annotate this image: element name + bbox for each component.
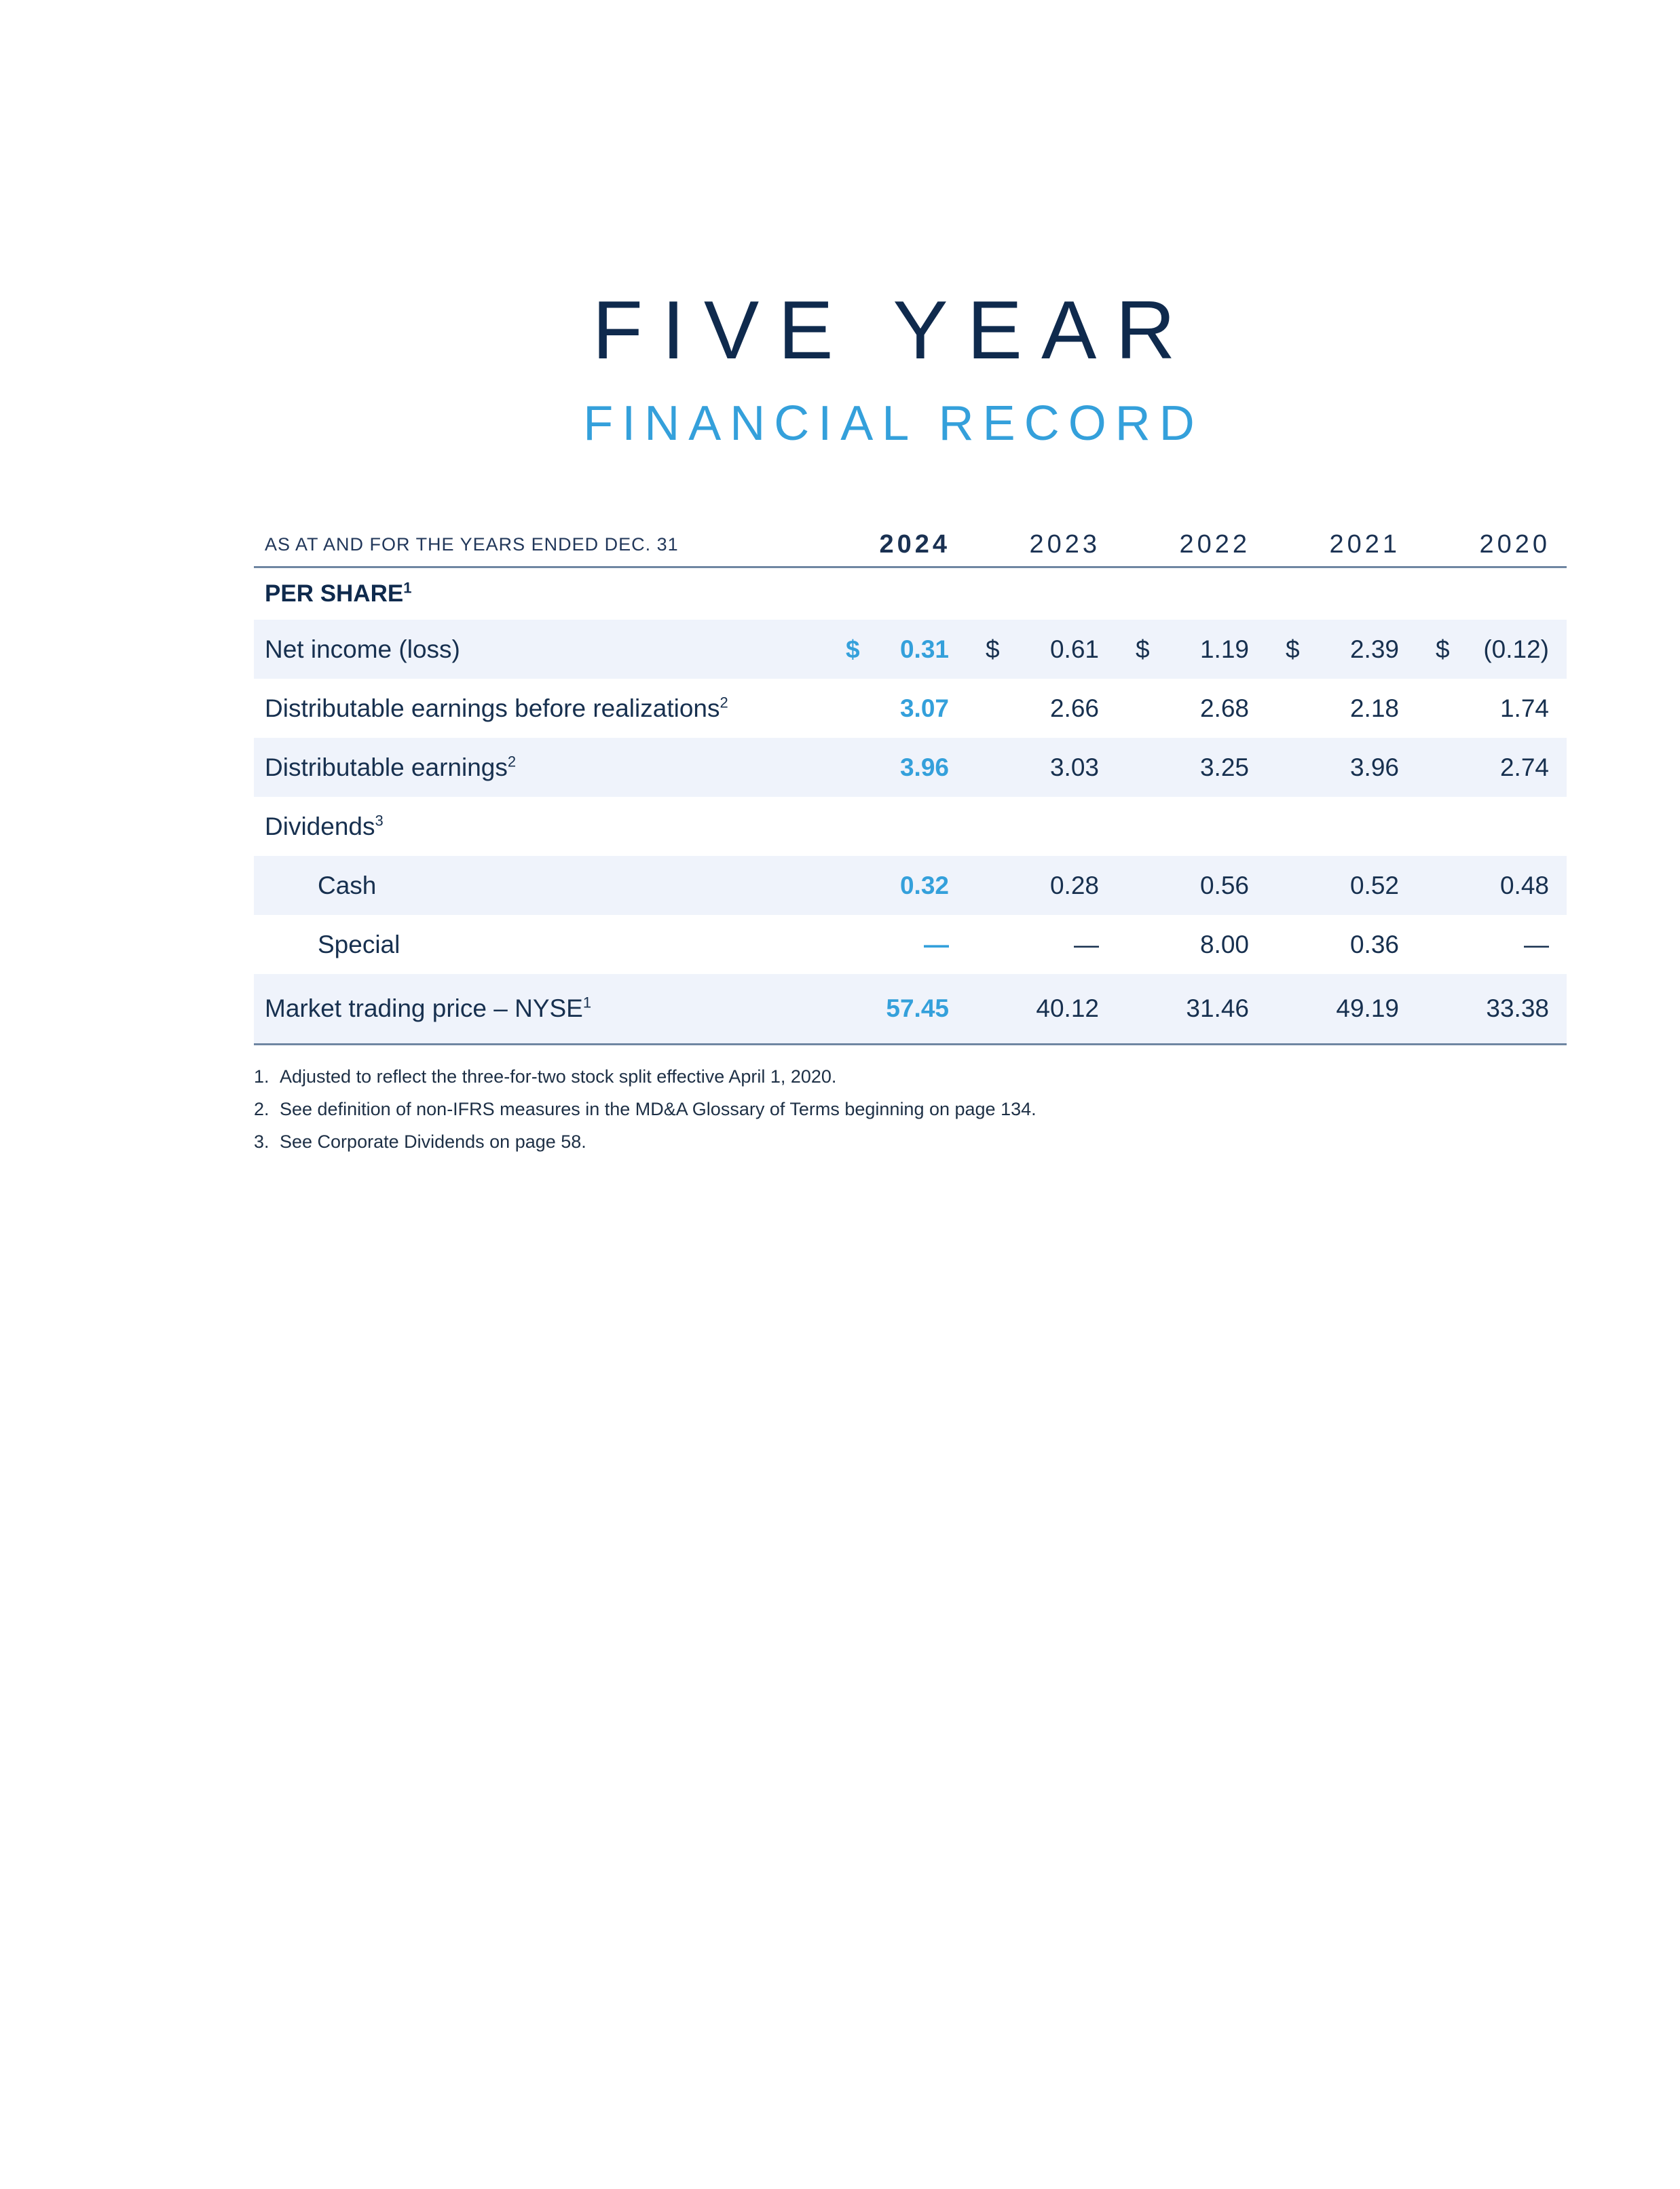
row-label bbox=[254, 738, 827, 797]
financial-record-table bbox=[254, 523, 1550, 1045]
year-header-2020: 2020 bbox=[1417, 523, 1567, 567]
value-2024: 3.07 bbox=[899, 694, 949, 722]
table-row-special bbox=[254, 915, 1567, 974]
footnote-text: Adjusted to reflect the three-for-two stock split effective April 1, 2020. bbox=[280, 1066, 837, 1087]
table-row-cash bbox=[254, 856, 1567, 915]
value-2023 bbox=[967, 620, 1117, 679]
currency-symbol: $ bbox=[1286, 635, 1300, 663]
value-2021: 3.96 bbox=[1267, 738, 1417, 797]
row-label-text: Distributable earnings bbox=[265, 753, 508, 781]
section-label-text: PER SHARE bbox=[265, 580, 404, 607]
value-2021: 0.52 bbox=[1267, 856, 1417, 915]
table-row-market-trading-price bbox=[254, 974, 1567, 1045]
value-2021: 0.36 bbox=[1349, 930, 1399, 958]
value-text: 0.31 bbox=[899, 635, 949, 663]
table-row-net-income bbox=[254, 620, 1567, 679]
section-row-per-share bbox=[254, 567, 1567, 620]
footnote-number: 3. bbox=[254, 1131, 269, 1152]
value-2022 bbox=[1117, 620, 1267, 679]
table-row-dividends bbox=[254, 797, 1567, 856]
value-2024: 3.96 bbox=[827, 738, 967, 797]
value-2020: — bbox=[1524, 930, 1549, 958]
footnote-ref: 3 bbox=[375, 812, 384, 829]
footnote-text: See Corporate Dividends on page 58. bbox=[280, 1131, 586, 1152]
value-2021 bbox=[1267, 620, 1417, 679]
value-2022: 8.00 bbox=[1199, 930, 1249, 958]
currency-symbol: $ bbox=[846, 635, 860, 663]
value-2023: 3.03 bbox=[967, 738, 1117, 797]
value-2020: 2.74 bbox=[1417, 738, 1567, 797]
row-label-text: Market trading price – NYSE bbox=[265, 994, 583, 1022]
value-2023: 40.12 bbox=[967, 974, 1117, 1045]
footnotes bbox=[254, 1060, 1526, 1158]
currency-symbol: $ bbox=[1136, 635, 1150, 663]
footnote-ref: 2 bbox=[720, 694, 728, 711]
footnote-3 bbox=[254, 1125, 1526, 1158]
currency-symbol: $ bbox=[986, 635, 1000, 663]
footnote-ref: 1 bbox=[403, 579, 412, 597]
value-2024 bbox=[827, 620, 967, 679]
table-header-label: AS AT AND FOR THE YEARS ENDED DEC. 31 bbox=[254, 523, 827, 567]
page-title: FIVE YEAR bbox=[592, 284, 1195, 376]
value-2020: 1.74 bbox=[1499, 694, 1549, 722]
value-text: (0.12) bbox=[1483, 635, 1549, 663]
value-2022: 2.68 bbox=[1199, 694, 1249, 722]
row-label bbox=[254, 679, 827, 738]
footnote-number: 1. bbox=[254, 1066, 269, 1087]
value-text: 0.61 bbox=[1049, 635, 1099, 663]
row-label: Cash bbox=[254, 856, 827, 915]
value-2022: 0.56 bbox=[1117, 856, 1267, 915]
value-2023: 0.28 bbox=[967, 856, 1117, 915]
value-2021: 2.18 bbox=[1349, 694, 1399, 722]
row-label: Special bbox=[318, 930, 400, 958]
value-2022: 3.25 bbox=[1117, 738, 1267, 797]
year-header-2021: 2021 bbox=[1267, 523, 1417, 567]
footnote-1 bbox=[254, 1060, 1526, 1093]
section-label bbox=[254, 567, 1567, 620]
row-label-text: Dividends bbox=[265, 812, 375, 840]
table-header-row bbox=[254, 523, 1567, 567]
value-2023: 2.66 bbox=[1049, 694, 1099, 722]
value-2021: 49.19 bbox=[1267, 974, 1417, 1045]
year-header-2023: 2023 bbox=[967, 523, 1117, 567]
row-label-text: Distributable earnings before realizations bbox=[265, 694, 720, 722]
footnote-2 bbox=[254, 1093, 1526, 1125]
page-subtitle: FINANCIAL RECORD bbox=[583, 396, 1203, 451]
value-2024: 0.32 bbox=[827, 856, 967, 915]
year-header-2022: 2022 bbox=[1117, 523, 1267, 567]
value-2024: — bbox=[924, 930, 949, 958]
value-text: 1.19 bbox=[1199, 635, 1249, 663]
value-2023: — bbox=[1074, 930, 1099, 958]
value-2020: 33.38 bbox=[1417, 974, 1567, 1045]
footnote-text: See definition of non-IFRS measures in the MD&A Glossary of Terms beginning on page 134. bbox=[280, 1099, 1037, 1119]
row-label bbox=[254, 620, 827, 679]
table-row-distributable-earnings bbox=[254, 738, 1567, 797]
footnote-ref: 2 bbox=[507, 753, 517, 770]
year-header-2024: 2024 bbox=[827, 523, 967, 567]
value-text: 2.39 bbox=[1349, 635, 1399, 663]
five-year-table bbox=[254, 523, 1567, 1045]
value-2022: 31.46 bbox=[1117, 974, 1267, 1045]
value-2020: 0.48 bbox=[1417, 856, 1567, 915]
value-2024: 57.45 bbox=[827, 974, 967, 1045]
row-label bbox=[254, 974, 827, 1045]
footnote-number: 2. bbox=[254, 1099, 269, 1119]
row-label-text: Net income (loss) bbox=[265, 635, 460, 663]
row-label bbox=[254, 797, 1567, 856]
value-2020 bbox=[1417, 620, 1567, 679]
table-row-distributable-earnings-before-realizations bbox=[254, 679, 1567, 738]
footnote-ref: 1 bbox=[582, 994, 592, 1011]
currency-symbol: $ bbox=[1436, 635, 1450, 663]
